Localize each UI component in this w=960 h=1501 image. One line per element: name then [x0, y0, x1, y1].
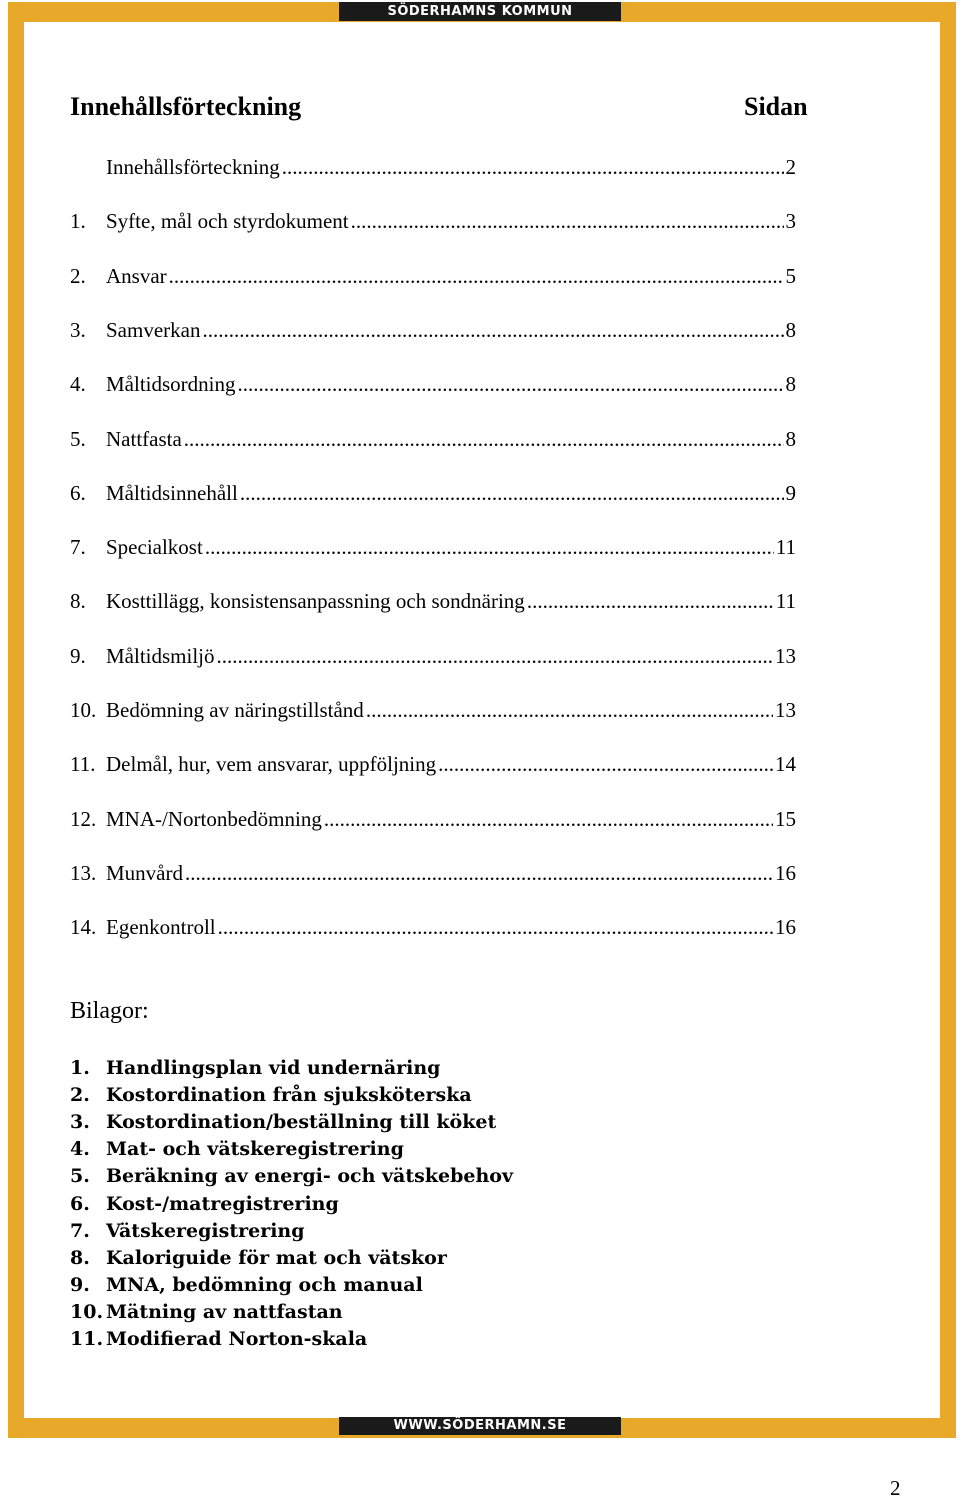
- toc-entry-page: 5: [785, 263, 796, 288]
- toc-entry-title: Måltidsmiljö: [106, 643, 215, 668]
- toc-entry-number: 8.: [70, 589, 86, 614]
- bilaga-item: [70, 1247, 670, 1274]
- toc-entry[interactable]: [70, 535, 796, 563]
- toc-entry-page: 13: [775, 643, 796, 668]
- toc-entry-page: 11: [775, 589, 796, 614]
- website-banner: WWW.SÖDERHAMN.SE: [339, 1417, 621, 1435]
- toc-entry[interactable]: [70, 209, 796, 237]
- bilaga-title: Mat- och vätskeregistrering: [106, 1138, 404, 1161]
- toc-entry-page: 11: [775, 535, 796, 560]
- toc-dot-leader: [438, 752, 773, 777]
- toc-entry-title: Måltidsinnehåll: [106, 480, 238, 505]
- toc-entry-number: 2.: [70, 263, 86, 288]
- bilagor-title: Bilagor:: [70, 998, 149, 1024]
- toc-entry-title: Delmål, hur, vem ansvarar, uppföljning: [106, 752, 437, 777]
- toc-entry-number: 7.: [70, 535, 86, 560]
- toc-entry-page: 8: [785, 372, 796, 397]
- toc-dot-leader: [169, 264, 784, 289]
- toc-entry-number: 1.: [70, 209, 86, 234]
- bilaga-title: Kost-/matregistrering: [106, 1192, 339, 1215]
- toc-entry-number: 9.: [70, 643, 86, 668]
- toc-entry[interactable]: [70, 861, 796, 889]
- toc-entry-number: 6.: [70, 480, 86, 505]
- bilaga-title: MNA, bedömning och manual: [106, 1273, 423, 1296]
- toc-entry-title: Nattfasta: [106, 426, 182, 451]
- toc-entry-page: 9: [785, 480, 796, 505]
- toc-entry-title: Måltidsordning: [106, 372, 236, 397]
- toc-entry-page: 2: [785, 155, 796, 179]
- toc-entry-page: 14: [775, 752, 796, 777]
- toc-dot-leader: [527, 589, 774, 614]
- toc-entry-number: 5.: [70, 426, 86, 451]
- bilaga-item: [70, 1111, 670, 1138]
- bilaga-item: [70, 1274, 670, 1301]
- bilaga-item: [70, 1220, 670, 1247]
- toc-dot-leader: [217, 644, 773, 669]
- bilaga-number: 1.: [70, 1057, 90, 1079]
- toc-entry-page: 8: [785, 317, 796, 342]
- toc-entry[interactable]: [70, 264, 796, 292]
- bilaga-title: Vätskeregistrering: [106, 1219, 305, 1242]
- toc-entry[interactable]: [70, 915, 796, 943]
- toc-title: Innehållsförteckning: [70, 92, 302, 121]
- toc-entry[interactable]: [70, 752, 796, 780]
- toc-entry[interactable]: [70, 155, 796, 183]
- bilaga-item: [70, 1084, 670, 1111]
- bilaga-item: [70, 1165, 670, 1192]
- bilaga-number: 6.: [70, 1192, 90, 1215]
- toc-entry-number: 13.: [70, 860, 97, 885]
- toc-entry-number: 4.: [70, 372, 86, 397]
- toc-dot-leader: [238, 372, 784, 397]
- toc-entry[interactable]: [70, 644, 796, 672]
- toc-entry-title: Kosttillägg, konsistensanpassning och sondnäring: [106, 589, 525, 614]
- toc-entry-title: Ansvar: [106, 263, 167, 288]
- bilaga-title: Beräkning av energi- och vätskebehov: [106, 1165, 513, 1188]
- toc-entry[interactable]: [70, 318, 796, 346]
- toc-entry-number: 11.: [70, 752, 96, 777]
- toc-entry-title: Syfte, mål och styrdokument: [106, 209, 349, 234]
- toc-entry-number: 12.: [70, 806, 97, 831]
- toc-entry-number: 3.: [70, 317, 86, 342]
- toc-entry[interactable]: [70, 372, 796, 400]
- page-column-heading: Sidan: [744, 92, 808, 121]
- toc-dot-leader: [185, 861, 773, 886]
- toc-dot-leader: [202, 318, 783, 343]
- bilaga-title: Mätning av nattfastan: [106, 1300, 343, 1323]
- toc-entry-page: 16: [775, 860, 796, 885]
- toc-dot-leader: [351, 209, 784, 234]
- toc-entry[interactable]: [70, 481, 796, 509]
- toc-entry-title: Bedömning av näringstillstånd: [106, 698, 364, 722]
- toc-entry-title: Specialkost: [106, 535, 203, 560]
- toc-dot-leader: [184, 427, 784, 452]
- bilaga-item: [70, 1328, 670, 1355]
- toc-dot-leader: [324, 807, 773, 832]
- toc-dot-leader: [218, 915, 773, 940]
- toc-entry-title: Innehållsförteckning: [106, 155, 280, 179]
- bilaga-title: Kaloriguide för mat och vätskor: [106, 1246, 447, 1269]
- toc-entry-page: 3: [785, 209, 796, 234]
- page-number: 2: [890, 1476, 901, 1500]
- bilaga-title: Handlingsplan vid undernäring: [106, 1057, 441, 1079]
- municipality-banner: SÖDERHAMNS KOMMUN: [339, 2, 621, 21]
- bilaga-number: 3.: [70, 1111, 90, 1134]
- toc-entry-title: MNA-/Nortonbedömning: [106, 806, 322, 831]
- bilaga-number: 7.: [70, 1219, 90, 1242]
- bilaga-number: 2.: [70, 1084, 90, 1107]
- bilaga-number: 10.: [70, 1300, 104, 1323]
- bilaga-item: [70, 1301, 670, 1328]
- bilaga-item: [70, 1193, 670, 1220]
- bilaga-title: Modifierad Norton-skala: [106, 1328, 368, 1350]
- toc-entry[interactable]: [70, 698, 796, 726]
- toc-dot-leader: [205, 535, 774, 560]
- bilaga-number: 4.: [70, 1138, 90, 1161]
- toc-entry-page: 16: [775, 915, 796, 940]
- toc-entry-title: Munvård: [106, 860, 183, 885]
- bilaga-number: 5.: [70, 1165, 90, 1188]
- bilaga-number: 8.: [70, 1246, 90, 1269]
- toc-entry[interactable]: [70, 427, 796, 455]
- bilaga-number: 9.: [70, 1273, 90, 1296]
- toc-entry-number: 10.: [70, 698, 97, 722]
- toc-entry[interactable]: [70, 807, 796, 835]
- bilaga-item: [70, 1138, 670, 1165]
- toc-entry-page: 13: [775, 698, 796, 722]
- toc-entry[interactable]: [70, 589, 796, 617]
- bilaga-title: Kostordination från sjuksköterska: [106, 1084, 472, 1107]
- toc-dot-leader: [366, 698, 773, 723]
- bilaga-title: Kostordination/beställning till köket: [106, 1111, 497, 1134]
- toc-dot-leader: [240, 481, 784, 506]
- bilaga-number: 11.: [70, 1328, 104, 1350]
- toc-entry-title: Samverkan: [106, 317, 201, 342]
- toc-dot-leader: [282, 155, 784, 180]
- toc-entry-number: 14.: [70, 915, 97, 940]
- toc-entry-title: Egenkontroll: [106, 915, 216, 940]
- bilaga-item: [70, 1057, 670, 1084]
- toc-entry-page: 15: [775, 806, 796, 831]
- toc-entry-page: 8: [785, 426, 796, 451]
